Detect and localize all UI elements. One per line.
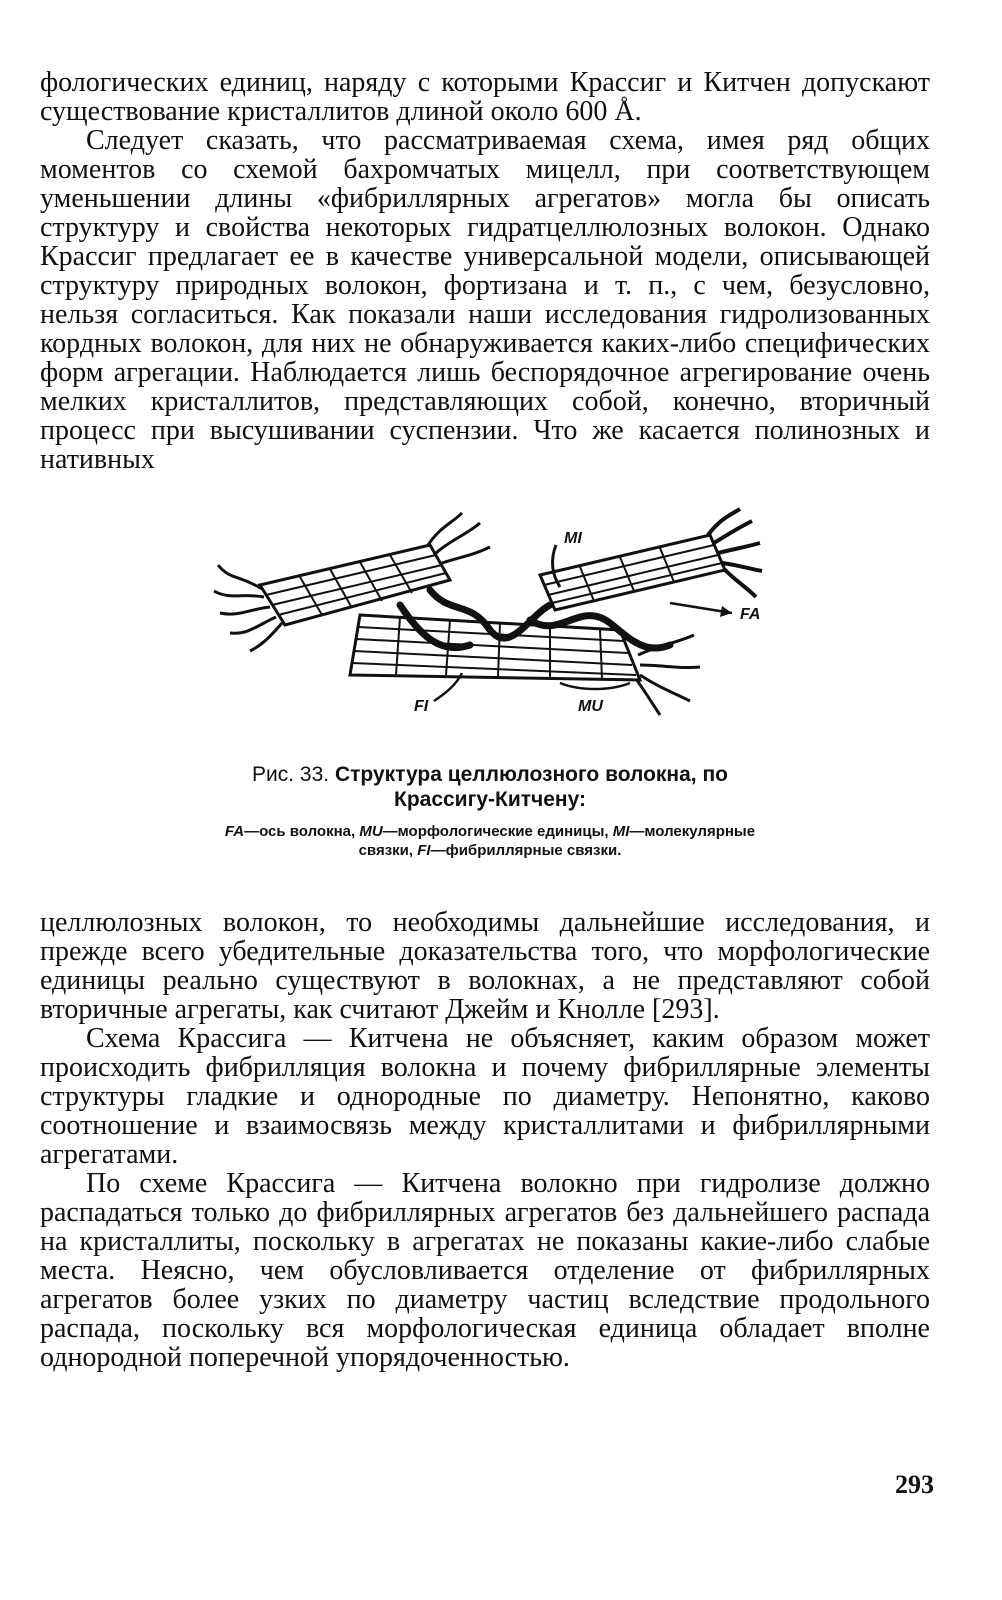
label-fa: FA <box>740 606 761 623</box>
paragraph: По схеме Крассига — Китчена волокно при гидролизе должно распадаться только до фибриллярных агрегатов без дальнейшего распада на кристаллиты, поскольку в агрегатах не показаны какие-либо слабые места. Неясно, чем обусловливается отделение от фибриллярных агрегатов более узких по диаметру частиц вследствие продольного распада, поскольку вся морфологическая единица обладает вполне однородной поперечной упорядоченностью. <box>40 1168 930 1373</box>
label-mi: MI <box>564 530 582 547</box>
paragraph: фологических единиц, наряду с которыми Крассиг и Китчен допускают существование кристаллитов длиной около 600 Å. <box>40 67 930 127</box>
body-text-top <box>40 68 930 474</box>
label-fi: FI <box>414 698 429 715</box>
legend-text: —ось волокна, <box>244 823 360 840</box>
paragraph: Схема Крассига — Китчена не объясняет, каким образом может происходить фибрилляция волокна и почему фибриллярные элементы структуры гладкие и однородные по диаметру. Непонятно, каково соотношение и взаимосвязь между кристаллитами и фибриллярными агрегатами. <box>40 1023 930 1170</box>
mu-bracket <box>560 683 630 689</box>
figure-number: Рис. 33. <box>252 763 330 786</box>
fiber-axis-arrow <box>670 603 732 617</box>
paragraph: Следует сказать, что рассматриваемая схема, имея ряд общих моментов со схемой бахромчатых мицелл, при соответствующем уменьшении длины «фибриллярных агрегатов» могла бы описать структуру и свойства некоторых гидратцеллюлозных волокон. Однако Крассиг предлагает ее в качестве универсальной модели, описывающей структуру природных волокон, фортизана и т. п., с чем, безусловно, нельзя согласиться. Как показали наши исследования гидролизованных кордных волокон, для них не обнаруживается каких-либо специфических форм агрегации. Наблюдается лишь беспорядочное агрегирование очень мелких кристаллитов, представляющих собой, конечно, вторичный процесс при высушивании суспензии. Что же касается полинозных и нативных <box>40 125 930 475</box>
figure-title: Структура целлюлозного волокна, по Крассигу-Китчену: <box>334 763 728 811</box>
page-number: 293 <box>895 1470 934 1499</box>
legend-abbr: MI <box>612 823 630 840</box>
legend-abbr: FA <box>224 823 245 840</box>
body-text-bottom <box>40 908 930 1372</box>
fibrillar-aggregate-upper-right <box>540 509 762 610</box>
legend-text: —морфологические единицы, <box>382 823 613 840</box>
legend-text: —молекулярные связки, <box>358 823 756 859</box>
legend-abbr: MU <box>359 823 383 840</box>
label-mu: MU <box>578 698 603 715</box>
paragraph: целлюлозных волокон, то необходимы дальнейшие исследования, и прежде всего убедительные доказательства того, что морфологические единицы реально существуют в волокнах, а не представляют собой вторичные агрегаты, как считают Джейм и Кнолле [293]. <box>40 907 930 1025</box>
legend-abbr: FI <box>417 842 431 859</box>
fiber-structure-figure <box>200 505 780 730</box>
legend-text: —фибриллярные связки. <box>430 842 622 859</box>
fiber-structure-drawing <box>200 505 780 730</box>
figure-legend <box>200 822 780 860</box>
figure-caption-title <box>200 762 780 812</box>
fibrillar-aggregate-lower <box>350 615 640 680</box>
